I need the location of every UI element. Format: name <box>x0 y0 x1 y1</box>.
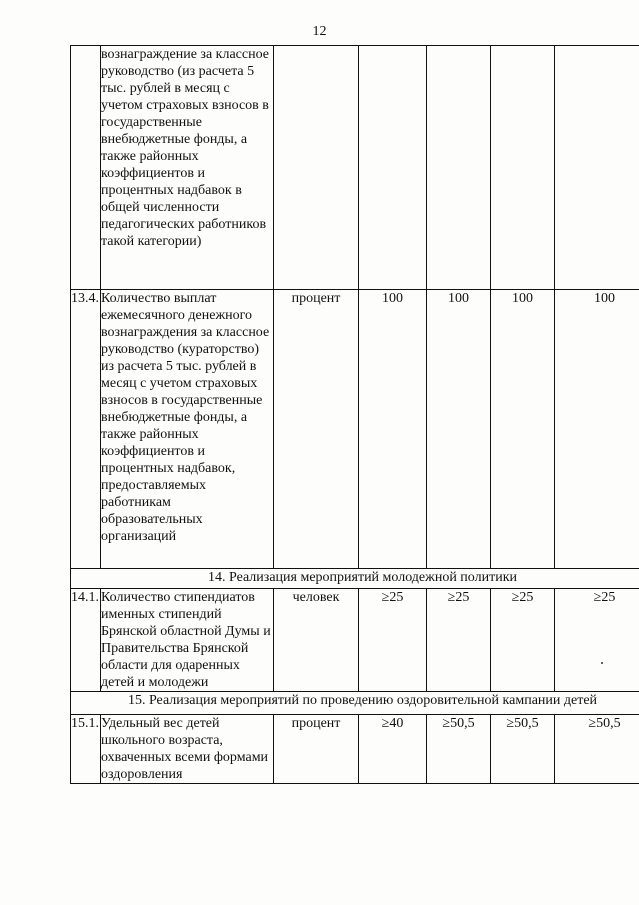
value-cell: 100 <box>427 290 491 569</box>
section-title: 15. Реализация мероприятий по проведению оздоровительной кампании детей <box>71 692 639 715</box>
indicator-text: Количество выплат ежемесячного денежного вознаграждения за классное руководство (кураторство) из расчета 5 тыс. рублей в месяц с учетом страховых взносов в государственные внебюджетные фонды, а также районных коэффициентов и процентных надбавок, предоставляемых работникам образовательных организаций <box>101 290 274 569</box>
value-cell: ≥25 <box>427 589 491 692</box>
page-number: 12 <box>312 24 327 39</box>
value-cell: ≥50,5 <box>427 715 491 784</box>
value-cell <box>359 46 427 290</box>
value-cell: ≥25 <box>555 589 639 692</box>
value-cell <box>555 46 639 290</box>
unit-cell: процент <box>274 715 359 784</box>
indicator-text: Удельный вес детей школьного возраста, охваченных всеми формами оздоровления <box>101 715 274 784</box>
indicator-text: вознаграждение за классное руководство (из расчета 5 тыс. рублей в месяц с учетом страховых взносов в государственные внебюджетные фонды, а также районных коэффициентов и процентных надбавок в общей численности педагогических работников такой категории) <box>101 46 274 290</box>
table-row <box>71 46 639 290</box>
section-header-row <box>71 569 639 589</box>
value-cell: ≥25 <box>359 589 427 692</box>
row-number: 14.1. <box>71 589 101 692</box>
value-cell: 100 <box>491 290 555 569</box>
table-row <box>71 290 639 569</box>
unit-cell: процент <box>274 290 359 569</box>
table-row <box>71 589 639 692</box>
row-number: 15.1. <box>71 715 101 784</box>
value-cell: ≥50,5 <box>555 715 639 784</box>
row-number: 13.4. <box>71 290 101 569</box>
value-cell: ≥25 <box>491 589 555 692</box>
row-number <box>71 46 101 290</box>
value-cell: ≥50,5 <box>491 715 555 784</box>
section-header-row <box>71 692 639 715</box>
unit-cell <box>274 46 359 290</box>
table-row <box>71 715 639 784</box>
unit-cell: человек <box>274 589 359 692</box>
scan-speck <box>601 662 603 664</box>
indicator-text: Количество стипендиатов именных стипендий Брянской областной Думы и Правительства Брянской области для одаренных детей и молодежи <box>101 589 274 692</box>
indicators-table <box>70 45 639 784</box>
value-cell: 100 <box>555 290 639 569</box>
value-cell <box>427 46 491 290</box>
value-cell: 100 <box>359 290 427 569</box>
value-cell <box>491 46 555 290</box>
value-cell: ≥40 <box>359 715 427 784</box>
section-title: 14. Реализация мероприятий молодежной политики <box>71 569 639 589</box>
